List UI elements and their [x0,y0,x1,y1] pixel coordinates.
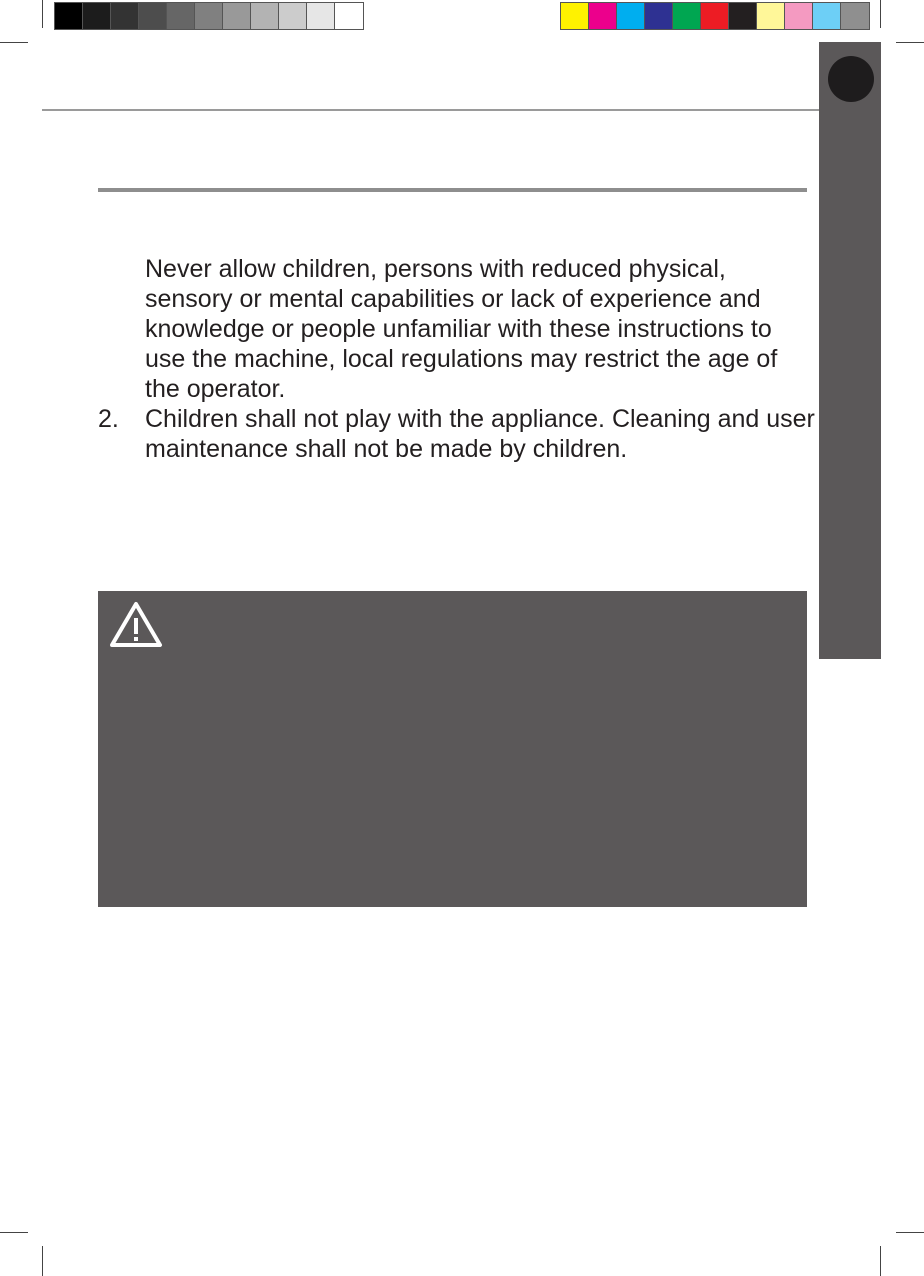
item-text: Never allow children, persons with reduced physical, sensory or mental capabilities or lack of experience and knowledge or people unfamiliar with these instructions to use the machine, local regulations may restrict the age of the operator. [145,255,778,403]
safety-instructions [98,254,818,464]
crop-mark [880,0,881,28]
color-swatch [813,3,841,29]
header-rule [42,109,820,111]
color-swatch [701,3,729,29]
crop-mark [0,42,28,43]
crop-mark [42,1246,43,1276]
process-color-bar [560,2,870,30]
list-item [98,404,818,464]
color-swatch [223,3,251,29]
color-swatch [335,3,363,29]
color-swatch [195,3,223,29]
color-swatch [83,3,111,29]
color-swatch [139,3,167,29]
color-swatch [673,3,701,29]
color-swatch [841,3,869,29]
color-swatch [729,3,757,29]
color-swatch [55,3,83,29]
color-swatch [167,3,195,29]
crop-mark [880,1246,881,1276]
color-swatch [251,3,279,29]
color-swatch [307,3,335,29]
item-number: 2. [98,405,119,433]
crop-mark [0,1232,28,1233]
color-swatch [589,3,617,29]
crop-mark [896,1232,924,1233]
color-swatch [617,3,645,29]
color-swatch [645,3,673,29]
color-swatch [757,3,785,29]
color-swatch [785,3,813,29]
list-item [98,254,818,404]
warning-triangle-icon [108,600,164,650]
color-swatch [279,3,307,29]
crop-mark [42,0,43,28]
side-tab-dot [828,56,874,102]
color-swatch [561,3,589,29]
item-text: Children shall not play with the appliance. Cleaning and user maintenance shall not be made by children. [145,405,815,463]
color-swatch [111,3,139,29]
grayscale-color-bar [54,2,364,30]
warning-box [98,591,807,907]
side-tab [819,42,881,659]
section-rule [98,188,807,192]
crop-mark [896,42,924,43]
